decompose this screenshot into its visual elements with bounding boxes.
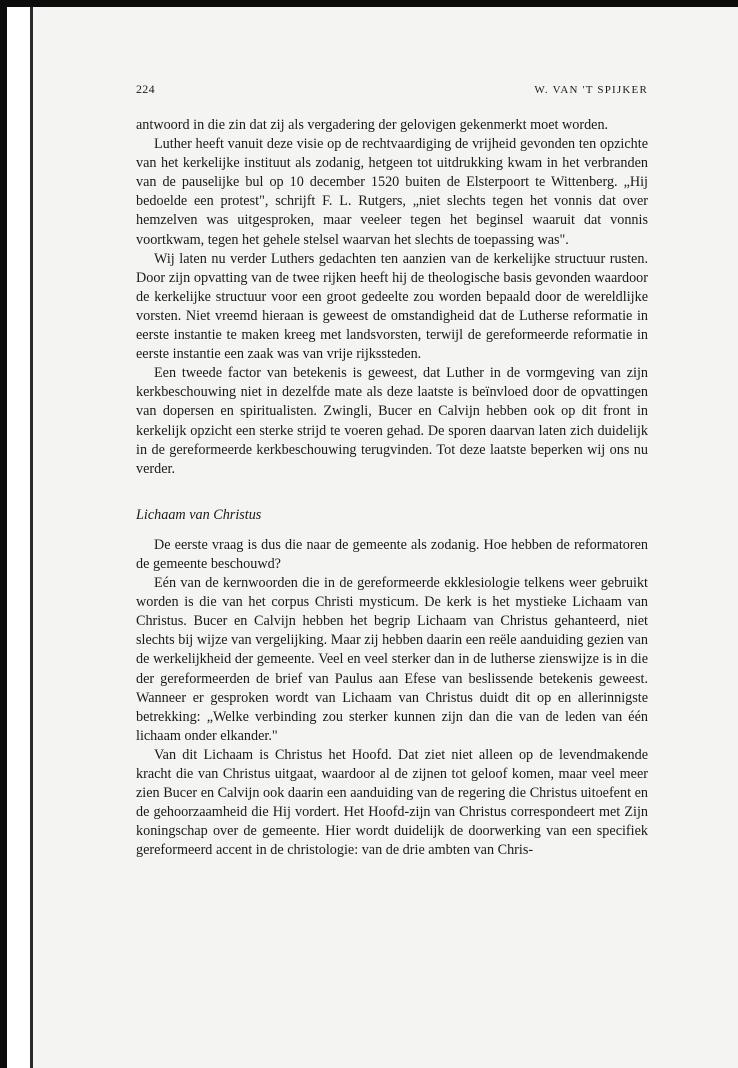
page-number: 224 <box>136 82 155 96</box>
section-heading: Lichaam van Christus <box>136 506 262 523</box>
running-head-author: W. VAN 'T SPIJKER <box>534 84 648 96</box>
paragraph: Een tweede factor van betekenis is geweest, dat Luther in de vormgeving van zijn kerkbeschouwing niet in dezelfde mate als deze laatste is beïnvloed door de opvattingen van dopersen en spiritualisten. Zwingli, Bucer en Calvijn hebben ook op dit front in kerkelijk opzicht een sterke strijd te voeren gehad. De sporen daarvan laten zich duidelijk in de gereformeerde kerkbeschouwing terugvinden. Tot deze laatste beperken wij ons nu verder. <box>136 365 648 477</box>
paragraph: De eerste vraag is dus die naar de gemeente als zodanig. Hoe hebben de reformatoren de gemeente beschouwd? <box>136 536 648 572</box>
paragraph: Wij laten nu verder Luthers gedachten ten aanzien van de kerkelijke structuur rusten. Door zijn opvatting van de twee rijken heeft hij de theologische basis gevonden waardoor de kerkelijke structuur voor een groot gedeelte zou worden bepaald door de wereldlijke vorsten. Niet vreemd hieraan is geweest de omstandigheid dat de Lutherse reformatie in eerste instantie te maken kreeg met landsvorsten, terwijl de gereformeerde reformatie in eerste instantie een zaak was van vrije rijkssteden. <box>136 250 648 363</box>
scan-border-top <box>0 0 738 7</box>
running-head <box>136 82 648 102</box>
scan-border-left <box>0 0 7 1068</box>
paragraph: antwoord in die zin dat zij als vergadering der gelovigen gekenmerkt moet worden. <box>136 117 609 133</box>
page-content <box>136 82 648 860</box>
page-sheet-edge <box>30 7 33 1068</box>
paragraph: Eén van de kernwoorden die in de gereformeerde ekklesiologie telkens weer gebruikt worden is die van het corpus Christi mysticum. De kerk is het mystieke Lichaam van Christus. Bucer en Calvijn hebben het begrip Lichaam van Christus gehanteerd, niet slechts bij wijze van vergelijking. Maar zij hebben daarin een reële aanduiding gezien van de werkelijkheid der gemeente. Veel en veel sterker dan in de lutherse zienswijze is in die der gereformeerden de brief van Paulus aan Efese van beslissende betekenis geweest. Wanneer er gesproken wordt van Lichaam van Christus duidt dit op en allerinnigste betrekking: „Welke verbinding zou sterker kunnen zijn dan die van de leden van één lichaam onder elkander." <box>136 575 648 744</box>
paragraph: Van dit Lichaam is Christus het Hoofd. Dat ziet niet alleen op de levendmakende kracht die van Christus uitgaat, waardoor al de zijnen tot geloof komen, maar veel meer zien Bucer en Calvijn ook daarin een aanduiding van de regering die Christus uitoefent en de gehoorzaamheid die Hij vordert. Het Hoofd-zijn van Christus correspondeert met Zijn koningschap over de gemeente. Hier wordt duidelijk de doorwerking van een specifiek gereformeerd accent in de christologie: van de drie ambten van Chris- <box>136 746 648 859</box>
paragraph: Luther heeft vanuit deze visie op de rechtvaardiging de vrijheid gevonden ten opzichte van het kerkelijke instituut als zodanig, hetgeen tot uitdrukking kwam in het verbranden van de pauselijke bul op 10 december 1520 buiten de Elsterpoort te Wittenberg. „Hij bedoelde een protest", schrijft F. L. Rutgers, „niet slechts tegen het vonnis dat over hemzelven was uitgesproken, maar veeleer tegen het beginsel waaruit dat vonnis voortkwam, tegen het gehele stelsel waarvan het slechts de toepassing was". <box>136 136 648 248</box>
